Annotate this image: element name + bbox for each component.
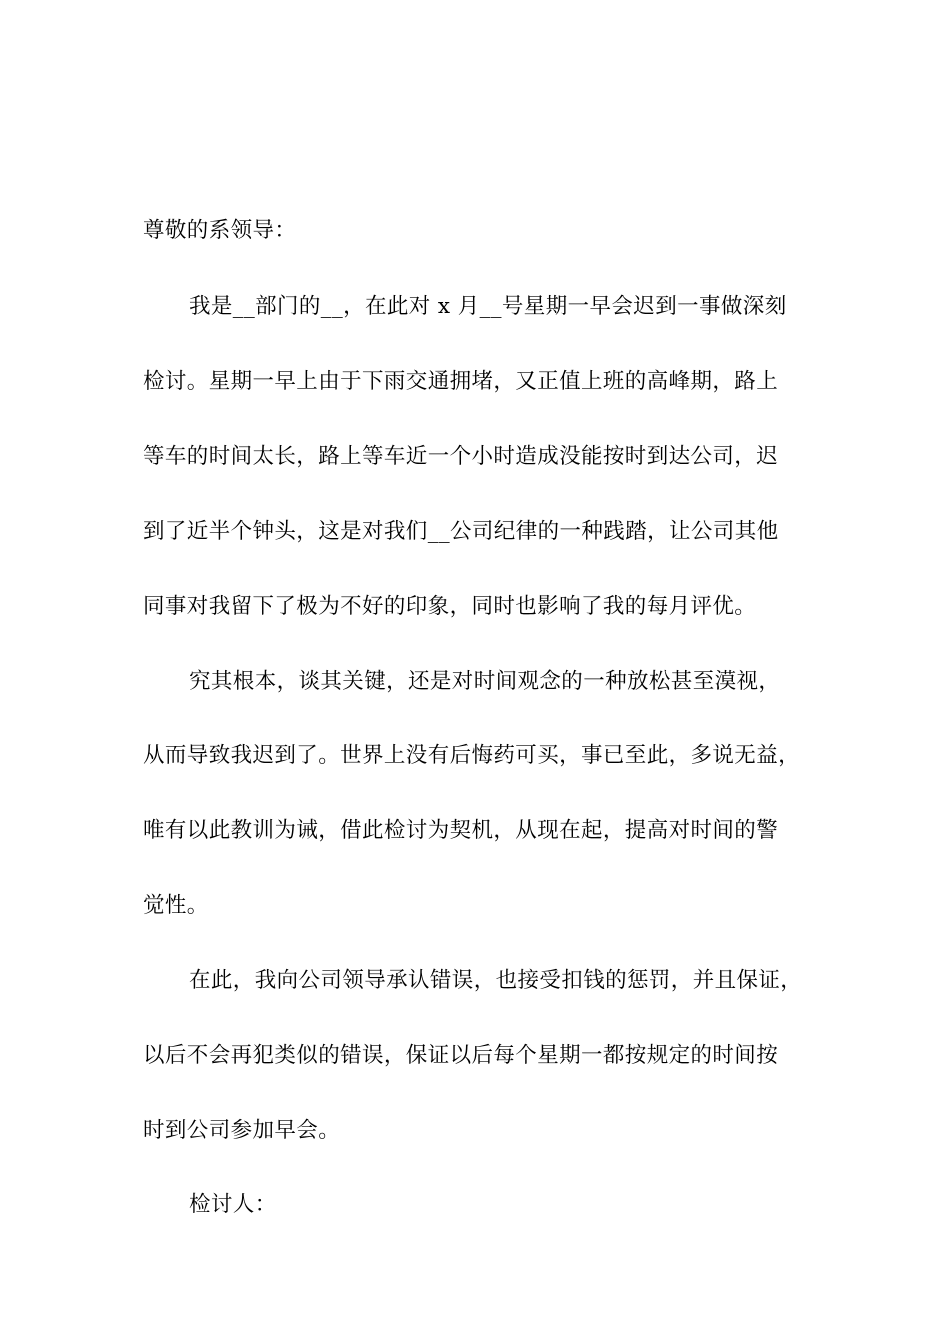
paragraph-line: 以后不会再犯类似的错误，保证以后每个星期一都按规定的时间按: [143, 1043, 779, 1068]
paragraph-line: 觉性。: [143, 893, 209, 918]
paragraph-line: 从而导致我迟到了。世界上没有后悔药可买，事已至此，多说无益，: [143, 743, 801, 768]
paragraph-line: 检讨。星期一早上由于下雨交通拥堵，又正值上班的高峰期，路上: [143, 369, 779, 394]
paragraph-line: 在此，我向公司领导承认错误，也接受扣钱的惩罚，并且保证，: [189, 968, 803, 993]
paragraph-line: 同事对我留下了极为不好的印象，同时也影响了我的每月评优。: [143, 594, 757, 619]
paragraph-line: 时到公司参加早会。: [143, 1118, 341, 1143]
paragraph-line: 等车的时间太长，路上等车近一个小时造成没能按时到达公司，迟: [143, 444, 779, 469]
paragraph-line: 到了近半个钟头，这是对我们__公司纪律的一种践踏，让公司其他: [143, 519, 779, 544]
paragraph-line: 究其根本，谈其关键，还是对时间观念的一种放松甚至漠视，: [189, 669, 781, 694]
salutation: 尊敬的系领导：: [143, 218, 297, 243]
paragraph-line: 唯有以此教训为诫，借此检讨为契机，从现在起，提高对时间的警: [143, 818, 779, 843]
paragraph-line: 我是__部门的__，在此对 x 月__号星期一早会迟到一事做深刻: [189, 294, 787, 319]
signature-label: 检讨人：: [189, 1192, 277, 1217]
